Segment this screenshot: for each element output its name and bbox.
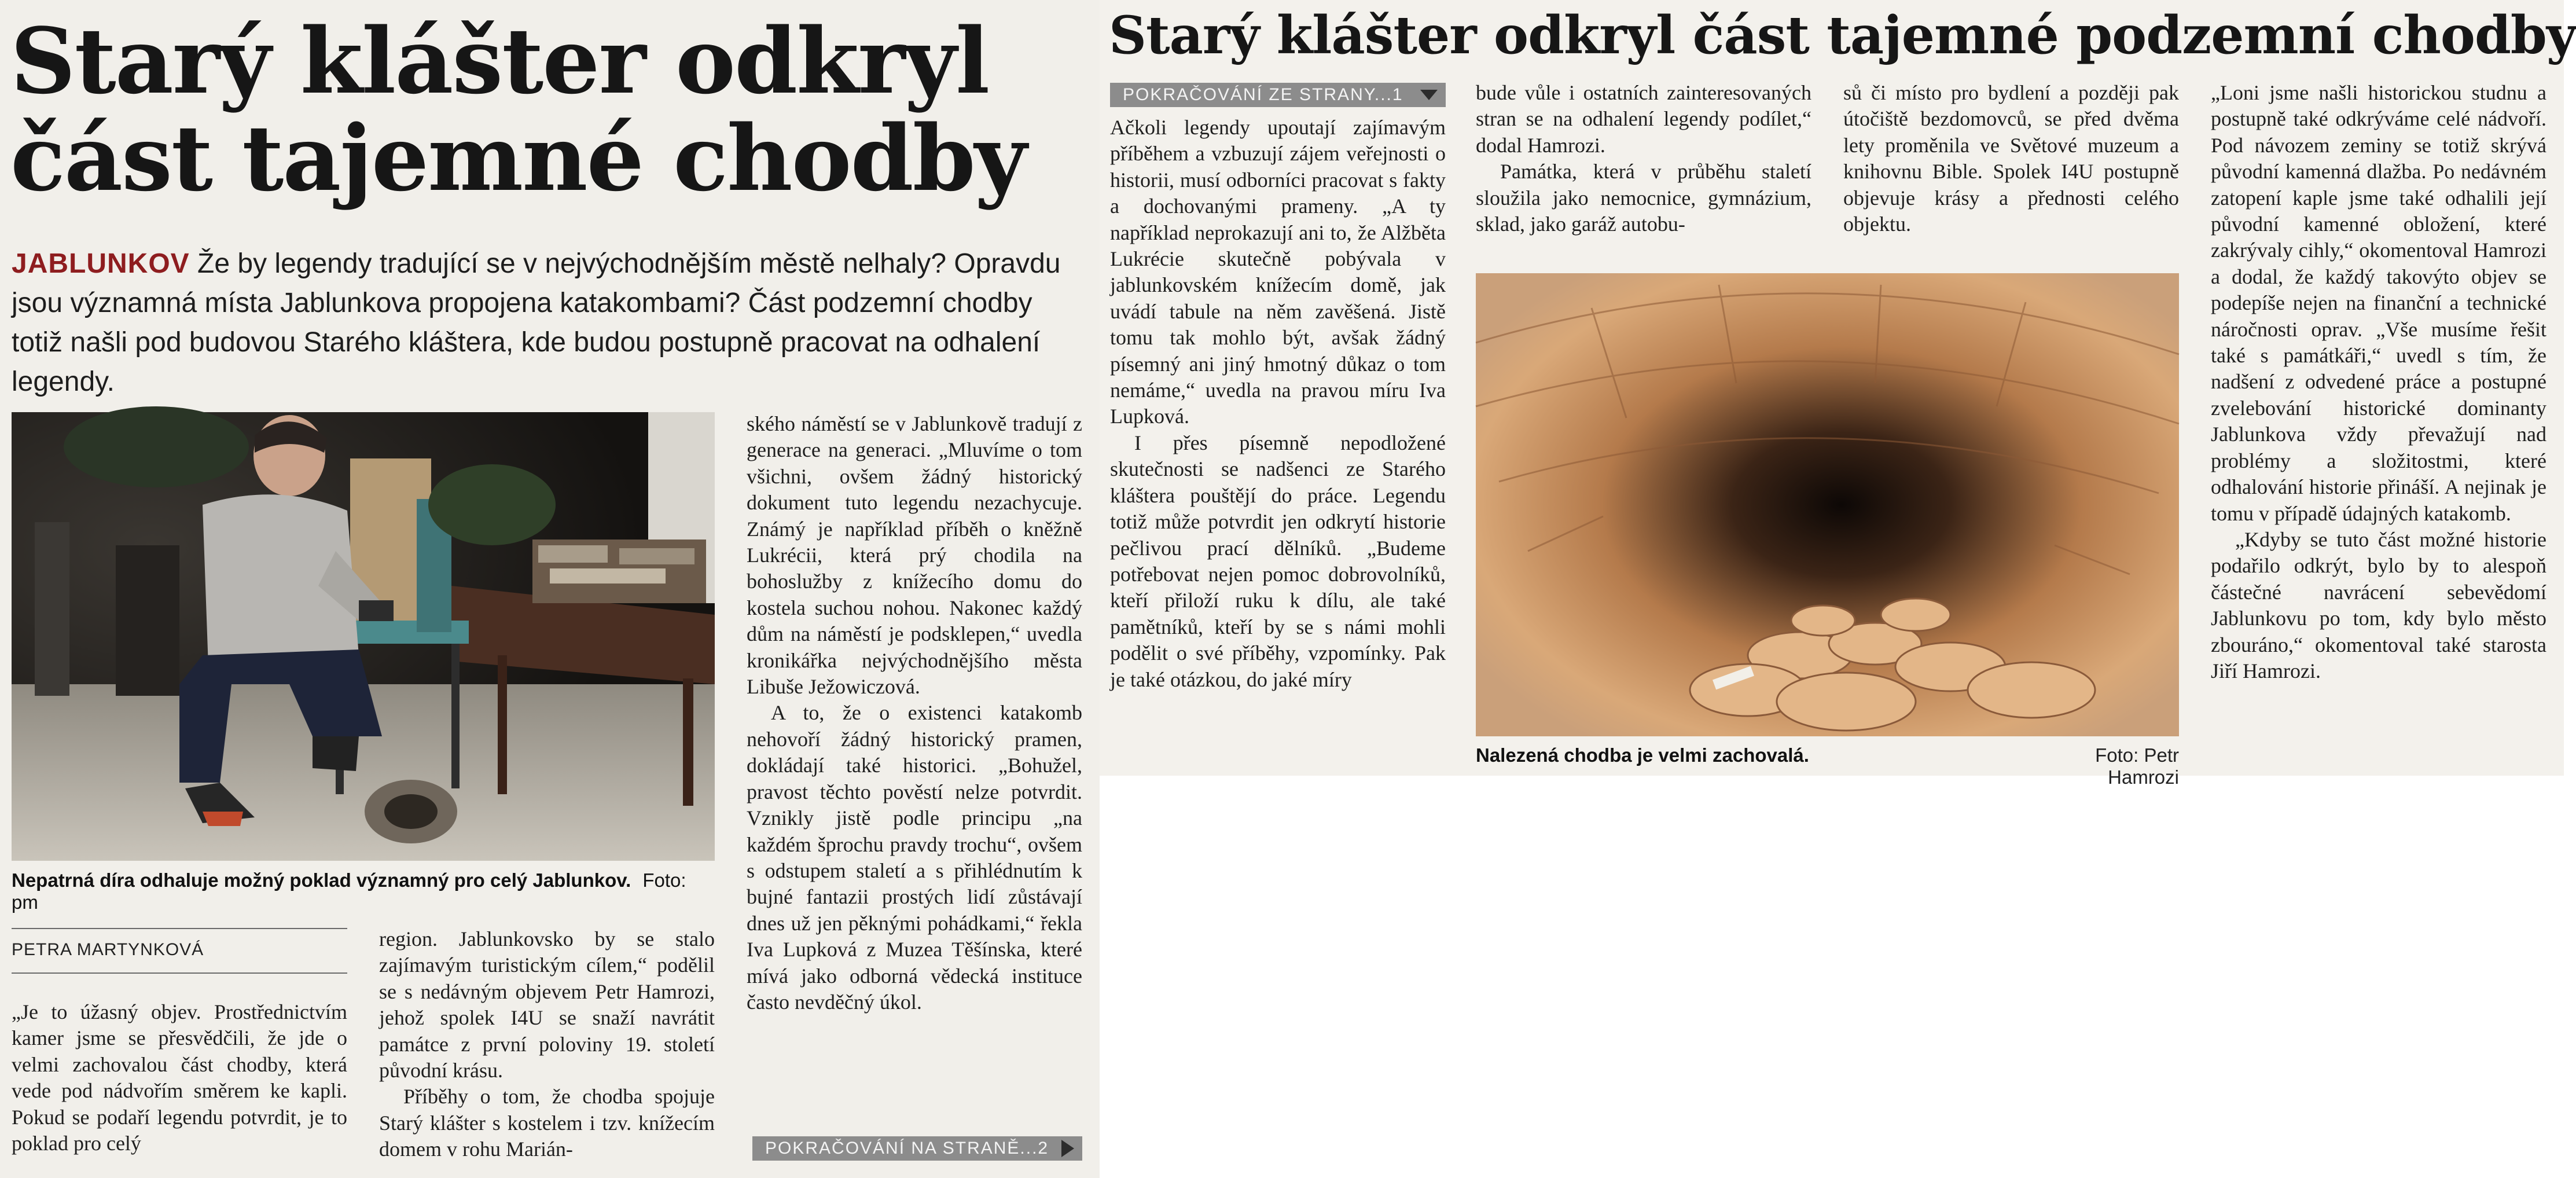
location-kicker: JABLUNKOV	[12, 248, 190, 279]
photo-credit-right: Foto: Petr Hamrozi	[2095, 744, 2179, 788]
headline-left	[10, 8, 1093, 211]
column-3-paragraph-1: ského náměstí se v Jablunkově tradují z generace na generaci. „Mluvíme o tom všichni, ovšem žádný historický dokument tuto legendu nezachycuje. Známý je například příběh o kněžně Lukrécii, která prý chodila na bohoslužby z knížecího domu do kostela suchou nohou. Nakonec každý dům na náměstí je podsklepen,“ uvedla kronikářka nejvýchodnějšího města Libuše Ježowiczová.	[747, 412, 1082, 699]
lead-text: Že by legendy tradující se v nejvýchodnějším městě nelhaly? Opravdu jsou významná místa Jablunkova propojena katakombami? Část podzemní chodby totiž našli pod budovou Starého kláštera, kde budou postupně pracovat na odhalení legendy.	[12, 248, 1061, 397]
photo-man-camera-illustration	[12, 412, 715, 861]
headline-line-1: Starý klášter odkryl	[10, 8, 989, 114]
arrow-down-icon	[1420, 90, 1438, 100]
left-clipping	[0, 0, 1100, 1178]
photo-tunnel-illustration	[1476, 273, 2179, 736]
continued-on-page-label: POKRAČOVÁNÍ NA STRANĚ...2	[765, 1139, 1049, 1158]
column-2-paragraph-1: region. Jablunkovsko by se stalo zajímavým turistickým cílem,“ podělil se s nedávným objevem Petr Hamrozi, jehož spolek I4U se snaží navrátit památce z první poloviny 19. století původní krásu.	[379, 927, 715, 1082]
arrow-right-icon	[1061, 1140, 1074, 1157]
column-3-paragraph-2: A to, že o existenci katakomb nehovoří žádný historický pramen, dokládají také historici. „Bohužel, pravost těchto pověstí nelze potvrdit. Vznikly jistě podle principu „na každém šprochu pravdy trochu“, ovšem s odstupem staletí a s přihlédnutím k bujné fantazii prostých lidí zůstávají dnes už jen pěknými pohádkami,“ řekla Iva Lupková z Muzea Těšínska, které mívá jako odborná vědecká instituce často nevděčný úkol.	[747, 701, 1082, 1014]
right-column-4-paragraph-1: „Loni jsme našli historickou studnu a postupně také odkrýváme celé nádvoří. Pod návozem zeminy se totiž skrývá původní kamenná dlažba. Po nedávném zatopení kaple jsme také odhalili její původní kamenné obložení, které zakrývaly cihly,“ okomentoval Hamrozi a dodal, že každý takovýto objev se podepíše nejen na finanční a technické náročnosti oprav. „Vše musíme řešit také s památkáři,“ uvedl s tím, že nadšení z odvedené práce a postupné zvelebování historické dominanty Jablunkova vždy převažují nad problémy a složitostmi, které odhalování historie přináší. A nejinak je tomu v případě údajných katakomb.	[2211, 81, 2546, 525]
photo-credit: Foto: pm	[12, 869, 686, 913]
lead-paragraph	[12, 244, 1088, 402]
right-column-1-paragraph-1: Ačkoli legendy upoutají zajímavým příběhem a vzbuzují zájem veřejnosti o historii, musí odborníci pracovat s fakty a dochovanými prameny. „A ty například neprokazují ani to, že Alžběta Lukrécie skutečně pobývala v jablunkovském knížecím domě, jak uvádí tabule na něm zavěšená. Jistě tomu tak mohlo být, avšak žádný písemný ani jiný hmotný důkaz o tom nemáme,“ uvedla na pravou míru Iva Lupková.	[1110, 116, 1446, 428]
column-2-paragraph-2: Příběhy o tom, že chodba spojuje Starý klášter s kostelem i tzv. knížecím domem v rohu Marián-	[379, 1085, 715, 1161]
byline-rule-top	[12, 928, 347, 929]
headline-right: Starý klášter odkryl část tajemné podzemní chodby	[1109, 5, 2576, 66]
column-1-paragraph: „Je to úžasný objev. Prostřednictvím kamer jsme se přesvědčili, že jde o velmi zachovalou část chodby, která vede pod nádvořím směrem ke kapli. Pokud se podaří legendu potvrdit, je to poklad pro celý	[12, 1000, 347, 1155]
right-column-1	[1110, 115, 1446, 693]
continued-from-page-label: POKRAČOVÁNÍ ZE STRANY...1	[1123, 85, 1403, 104]
byline-rule-bottom	[12, 973, 347, 974]
photo-caption-text: Nepatrná díra odhaluje možný poklad významný pro celý Jablunkov.	[12, 869, 631, 891]
photo-man-camera	[12, 412, 715, 861]
right-column-4-paragraph-2: „Kdyby se tuto část možné historie podařilo odkrýt, bylo by to alespoň částečné navrácení sebevědomí Jablunkovu po tom, kdy bylo město zbouráno,“ okomentoval také starosta Jiří Hamrozi.	[2211, 527, 2546, 682]
right-column-2-paragraph-1: bude vůle i ostatních zainteresovaných stran se na odhalení legendy podílet,“ dodal Hamrozi.	[1476, 81, 1811, 157]
photo-tunnel	[1476, 273, 2179, 736]
continued-from-page-tag	[1110, 83, 1446, 107]
photo-caption-right: Nalezená chodba je velmi zachovalá.	[1476, 744, 1809, 766]
right-column-3	[1843, 80, 2179, 237]
article-column-3	[747, 411, 1082, 1015]
right-column-2-paragraph-2: Památka, která v průběhu staletí sloužila jako nemocnice, gymnázium, sklad, jako garáž autobu-	[1476, 160, 1811, 236]
continued-on-page-tag	[752, 1136, 1082, 1161]
right-column-2	[1476, 80, 1811, 237]
byline: PETRA MARTYNKOVÁ	[12, 940, 204, 959]
right-clipping	[1100, 0, 2576, 788]
headline-line-2: část tajemné chodby	[10, 105, 1026, 211]
article-column-2	[379, 926, 715, 1163]
photo-caption-left	[12, 869, 715, 913]
right-column-1-paragraph-2: I přes písemně nepodložené skutečnosti se nadšenci ze Starého kláštera pouštějí do práce. Legendu totiž může potvrdit jen odkrytí historie pečlivou prací dělníků. „Budeme potřebovat nejen pomoc dobrovolníků, kteří přiloží ruku k dílu, ale také pamětníků, kteří by se s námi mohli podělit o své příběhy, vzpomínky. Pak je také otázkou, do jaké míry	[1110, 431, 1446, 691]
right-column-3-paragraph-1: sů či místo pro bydlení a později pak útočiště bezdomovců, se před dvěma lety proměnila ve Světové muzeum a knihovnu Bible. Spolek I4U postupně objevuje krásy a přednosti celého objektu.	[1843, 81, 2179, 236]
right-column-4	[2211, 80, 2546, 684]
article-column-1	[12, 999, 347, 1157]
